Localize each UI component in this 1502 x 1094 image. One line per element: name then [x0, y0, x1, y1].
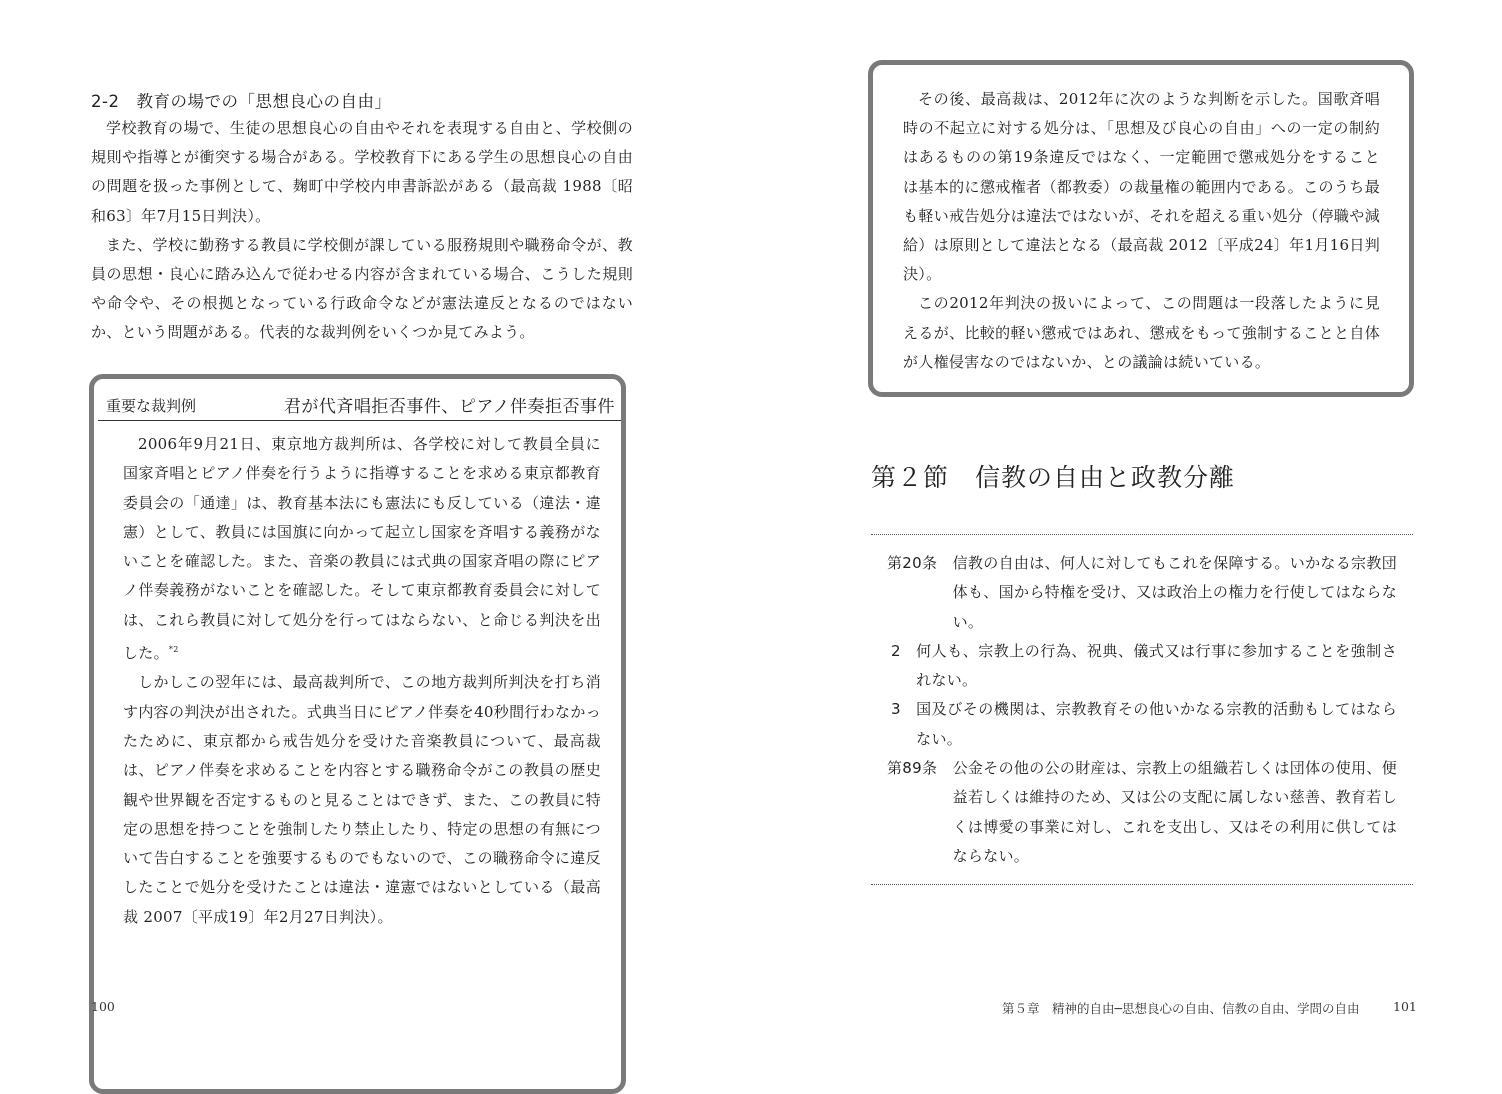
case-paragraph-text: 2006年9月21日、東京地方裁判所は、各学校に対して教員全員に国家斉唱とピアノ伴奏を行うように指導することを求める東京都教育委員会の「通達」は、教育基本法にも憲法にも反している（違法・違憲）として、教員には国旗に向かって起立し国家を斉唱する義務がないことを確認した。また、音楽の教員には式典の国家斉唱の際にピアノ伴奏義務がないことを確認した。そして東京都教育委員会に対しては、これら教員に対して処分を行ってはならない、と命じる判決を出した。	[123, 435, 601, 663]
footnote-mark: *2	[168, 645, 179, 655]
case-box-title: 君が代斉唱拒否事件、ピアノ伴奏拒否事件	[283, 397, 615, 417]
box-paragraph: この2012年判決の扱いによって、この問題は一段落したように見えるが、比較的軽い懲戒ではあれ、懲戒をもって強制することと自体が人権侵害なのではないか、との議論は続いている。	[903, 294, 1380, 371]
article-text: 国及びその機関は、宗教教育その他いかなる宗教的活動もしてはならない。	[916, 700, 1397, 748]
dotted-rule-top	[871, 534, 1413, 535]
page-number-left: 100	[91, 999, 115, 1014]
article-number: 第20条	[887, 554, 953, 572]
running-head: 第５章 精神的自由─思想良心の自由、信教の自由、学問の自由	[1002, 1001, 1360, 1016]
left-body-text	[91, 114, 633, 348]
case-box-header	[98, 390, 621, 421]
case-paragraph	[123, 430, 601, 668]
article-number: 第89条	[887, 759, 953, 778]
subsection-heading: 2-2 教育の場での「思想良心の自由」	[91, 92, 392, 111]
article-text: 何人も、宗教上の行為、祝典、儀式又は行事に参加することを強制されない。	[916, 641, 1397, 690]
dotted-rule-bottom	[871, 884, 1413, 885]
case-paragraph: しかしこの翌年には、最高裁判所で、この地方裁判所判決を打ち消す内容の判決が出された。式典当日にピアノ伴奏を40秒間行わなかったために、東京都から戒告処分を受けた音楽教員について、最高裁は、ピアノ伴奏を求めることを内容とする職務命令がこの教員の歴史観や世界観を否定するものと見ることはできず、また、この教員に特定の思想を持つことを強制したり禁止したり、特定の思想の有無について告白することを強要するものでもないので、この職務命令に違反したことで処分を受けたことは違法・違憲ではないとしている（最高裁 2007〔平成19〕年2月27日判決）。	[123, 673, 601, 926]
article-text: 信教の自由は、何人に対してもこれを保障する。いかなる宗教団体も、国から特権を受け、又は政治上の権力を行使してはならない。	[952, 554, 1397, 631]
clause-number: 2	[891, 641, 917, 660]
article-item	[887, 637, 1397, 696]
case-box-label: 重要な裁判例	[106, 397, 197, 415]
case-box-body	[123, 430, 601, 932]
box-paragraph: その後、最高裁は、2012年に次のような判断を示した。国歌斉唱時の不起立に対する処分は、「思想及び良心の自由」への一定の制約はあるものの第19条違反ではなく、一定範囲で懲戒処分をすることは基本的に懲戒権者（都教委）の裁量権の範囲内である。このうち最も軽い戒告処分は違法ではないが、それを超える重い処分（停職や減給）は原則として違法となる（最高裁 2012〔平成24〕年1月16日判決）。	[903, 90, 1380, 284]
article-text: 公金その他の公の財産は、宗教上の組織若しくは団体の使用、便益若しくは維持のため、又は公の支配に属しない慈善、教育若しくは博愛の事業に対し、これを支出し、又はその利用に供してはならない。	[952, 759, 1397, 865]
section-title: 第２節 信教の自由と政教分離	[871, 463, 1236, 492]
clause-number: 3	[891, 700, 917, 719]
body-paragraph: 学校教育の場で、生徒の思想良心の自由やそれを表現する自由と、学校側の規則や指導とが衝突する場合がある。学校教育下にある学生の思想良心の自由の問題を扱った事例として、麹町中学校内申書訴訟がある（最高裁 1988〔昭和63〕年7月15日判決）。	[91, 119, 633, 225]
constitution-articles	[887, 549, 1397, 871]
page-number-right: 101	[1393, 999, 1417, 1014]
continued-box-body	[903, 85, 1380, 377]
article-item	[887, 754, 1397, 871]
article-item	[887, 549, 1397, 637]
article-item	[887, 695, 1397, 754]
body-paragraph: また、学校に勤務する教員に学校側が課している服務規則や職務命令が、教員の思想・良心に踏み込んで従わせる内容が含まれている場合、こうした規則や命令や、その根拠となっている行政命令などが憲法違反となるのではないか、という問題がある。代表的な裁判例をいくつか見てみよう。	[91, 235, 633, 342]
